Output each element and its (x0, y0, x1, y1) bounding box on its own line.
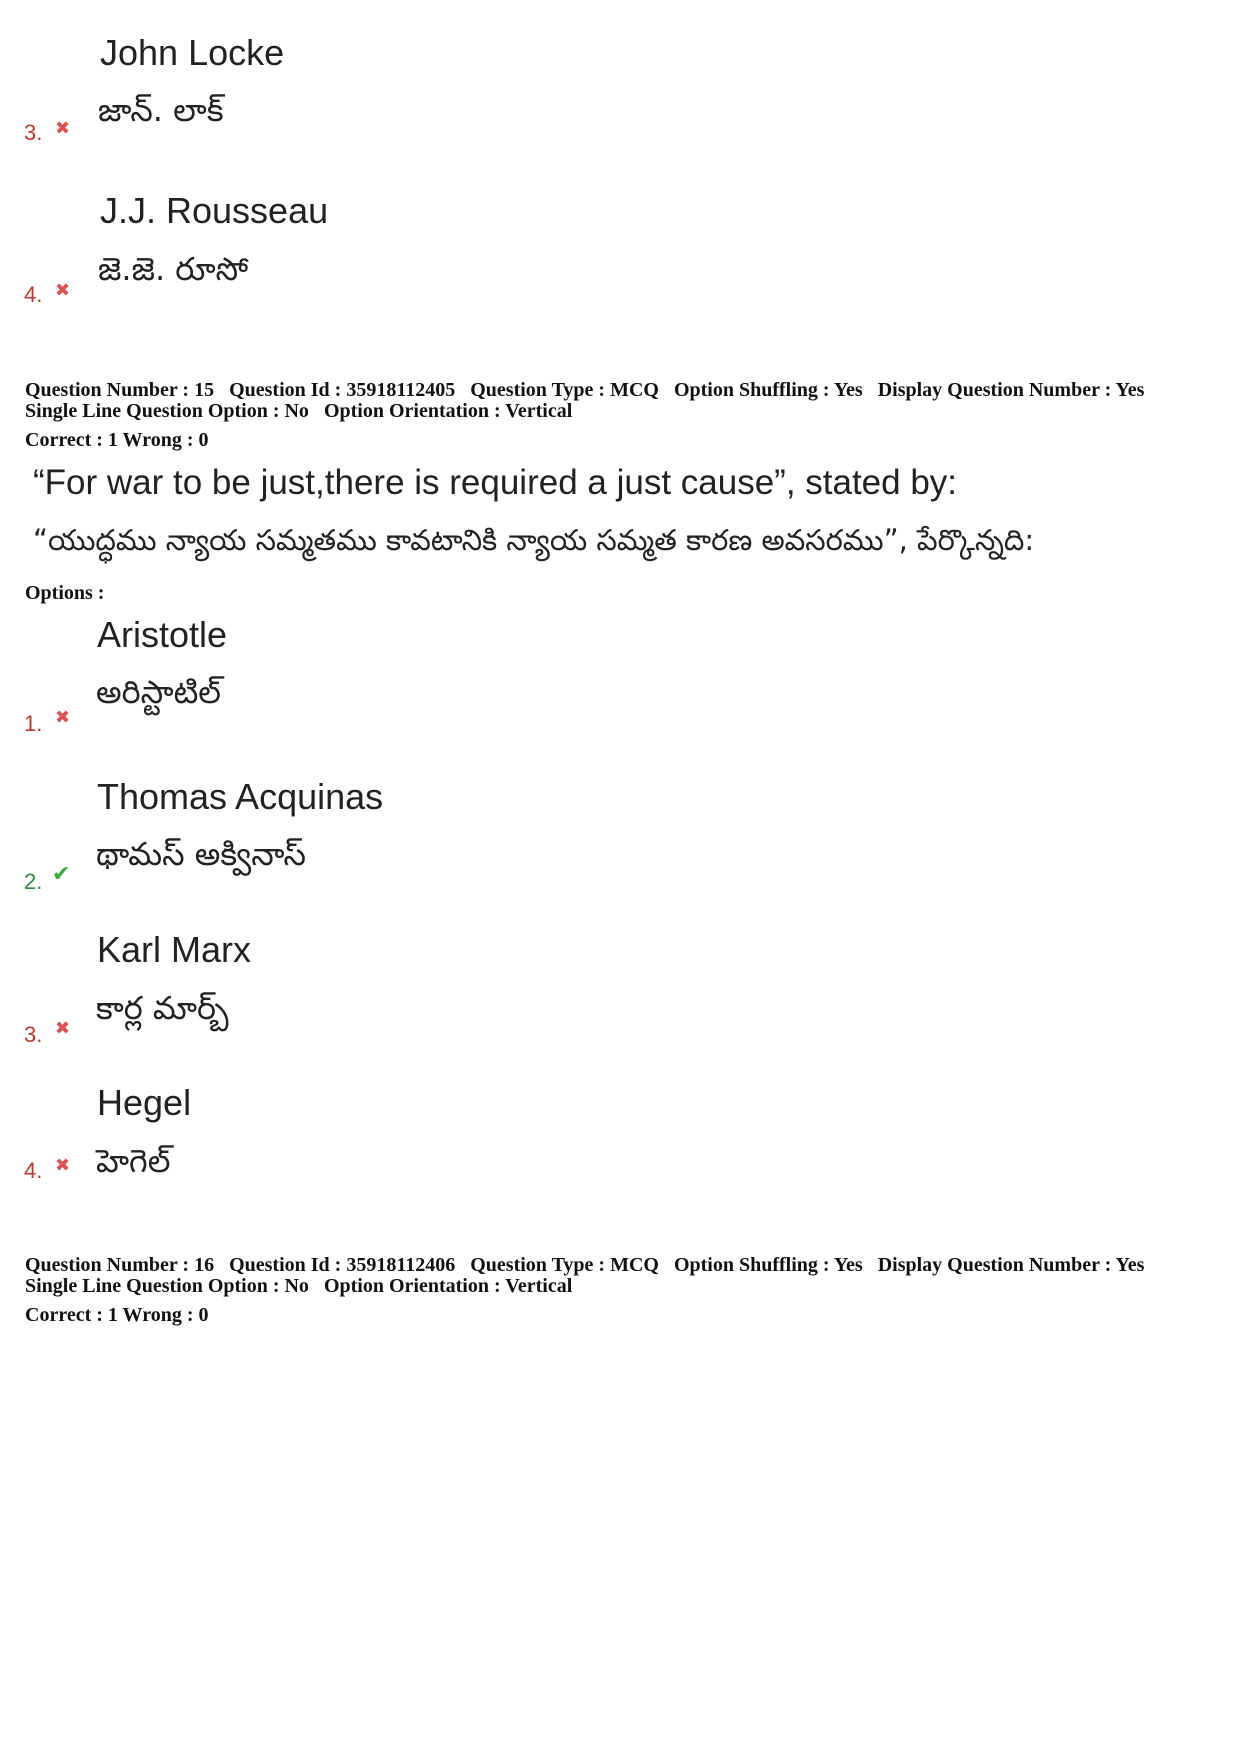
option-english: Aristotle (97, 614, 228, 655)
option-number: 2. (24, 869, 43, 894)
option-telugu: జె.జె. రూసో (98, 250, 249, 288)
option-number: 3. (24, 120, 43, 145)
options-label: Options : (25, 582, 105, 604)
cross-icon: ✖ (55, 280, 71, 301)
option-telugu: థామస్ అక్వినాస్ (96, 835, 306, 873)
question-id: Question Id : 35918112405 (229, 379, 456, 401)
option-number: 4. (24, 282, 43, 307)
option-telugu: హెగెల్ (96, 1142, 171, 1180)
question-meta-line2 (25, 401, 582, 421)
option-number: 1. (24, 711, 43, 736)
option-number: 3. (24, 1022, 43, 1047)
question-meta-line1 (25, 380, 1154, 400)
marks-line: Correct : 1 Wrong : 0 (25, 429, 209, 451)
option-english: J.J. Rousseau (100, 190, 329, 231)
question-type: Question Type : MCQ (470, 1254, 659, 1276)
option-english: Hegel (97, 1082, 192, 1123)
check-icon: ✔ (52, 862, 71, 887)
question-text-telugu: “యుద్ధము న్యాయ సమ్మతము కావటానికి న్యాయ సమ్మత కారణ అవసరము”, పేర్కొన్నది: (33, 523, 1035, 557)
display-question-number: Display Question Number : Yes (877, 379, 1145, 401)
option-shuffling: Option Shuffling : Yes (673, 379, 863, 401)
single-line-option: Single Line Question Option : No (25, 1275, 309, 1297)
display-question-number: Display Question Number : Yes (877, 1254, 1145, 1276)
question-text-english: “For war to be just,there is required a just cause”, stated by: (33, 463, 958, 502)
question-number: Question Number : 16 (25, 1254, 215, 1276)
option-number: 4. (24, 1158, 43, 1183)
cross-icon: ✖ (55, 1155, 71, 1176)
question-meta-line2 (25, 1276, 582, 1296)
cross-icon: ✖ (55, 118, 71, 139)
option-english: John Locke (100, 32, 285, 73)
question-id: Question Id : 35918112406 (229, 1254, 456, 1276)
option-english: Karl Marx (97, 929, 252, 970)
option-telugu: అరిస్టాటిల్ (96, 673, 221, 711)
single-line-option: Single Line Question Option : No (25, 400, 309, 422)
option-orientation: Option Orientation : Vertical (323, 1275, 573, 1297)
marks-line: Correct : 1 Wrong : 0 (25, 1304, 209, 1326)
option-orientation: Option Orientation : Vertical (323, 400, 573, 422)
question-number: Question Number : 15 (25, 379, 215, 401)
option-shuffling: Option Shuffling : Yes (673, 1254, 863, 1276)
option-telugu: జాన్. లాక్ (98, 91, 224, 129)
option-english: Thomas Acquinas (97, 776, 384, 817)
question-type: Question Type : MCQ (470, 379, 659, 401)
cross-icon: ✖ (55, 707, 71, 728)
cross-icon: ✖ (55, 1018, 71, 1039)
question-meta-line1 (25, 1255, 1154, 1275)
option-telugu: కార్ల మార్బ్ (96, 989, 229, 1027)
